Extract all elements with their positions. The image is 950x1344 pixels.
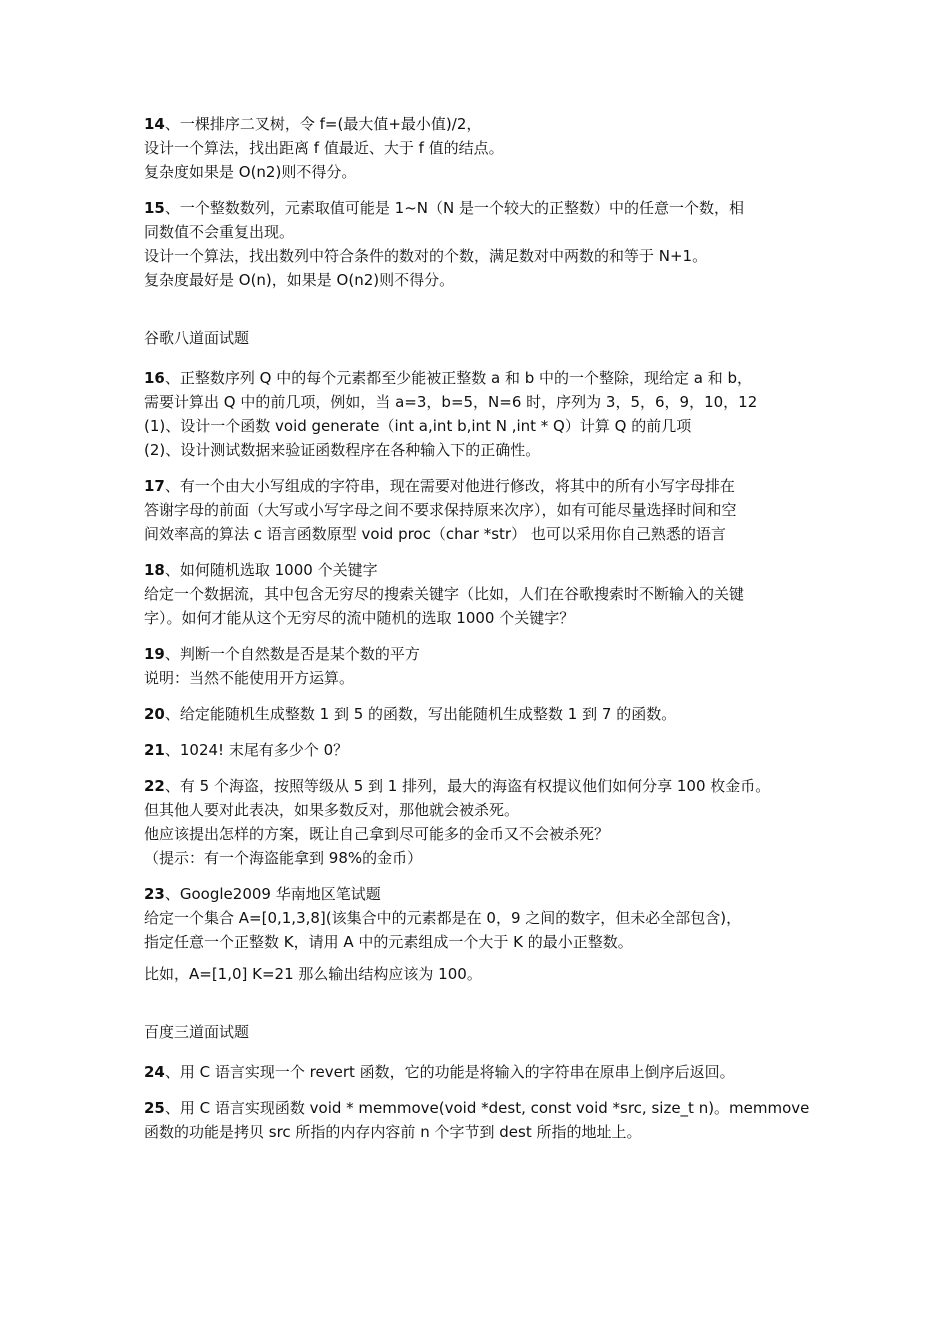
question-number: 24 [144, 1063, 165, 1081]
question-16-line-3: (1)、设计一个函数 void generate（int a,int b,int N ,int * Q）计算 Q 的前几项 [144, 417, 692, 435]
question-number: 19 [144, 645, 165, 663]
question-text: 、如何随机选取 1000 个关键字 [164, 561, 378, 579]
question-17-line-2: 答谢字母的前面（大写或小写字母之间不要求保持原来次序），如有可能尽量选择时间和空 [144, 501, 737, 519]
question-23-line-1 [144, 882, 824, 906]
question-17 [144, 474, 824, 546]
question-20-line-1 [144, 702, 824, 726]
question-text: 、Google2009 华南地区笔试题 [164, 885, 381, 903]
question-number: 17 [144, 477, 165, 495]
question-number: 25 [144, 1099, 165, 1117]
question-18-line-3: 字）。如何才能从这个无穷尽的流中随机的选取 1000 个关键字？ [144, 609, 575, 627]
question-text: 、一个整数数列，元素取值可能是 1~N（N 是一个较大的正整数）中的任意一个数，相 [164, 199, 744, 217]
question-25 [144, 1096, 824, 1144]
question-19-line-1 [144, 642, 824, 666]
question-20 [144, 702, 824, 726]
question-number: 16 [144, 369, 165, 387]
question-text: 、有 5 个海盗，按照等级从 5 到 1 排列，最大的海盗有权提议他们如何分享 100 枚金币。 [164, 777, 771, 795]
question-14-line-3: 复杂度如果是 O(n2)则不得分。 [144, 163, 357, 181]
question-23-line-2: 给定一个集合 A=[0,1,3,8](该集合中的元素都是在 0，9 之间的数字，但未必全部包含)， [144, 909, 742, 927]
question-19-line-2: 说明：当然不能使用开方运算。 [144, 669, 355, 687]
question-24 [144, 1060, 824, 1084]
document-page [144, 112, 824, 1156]
question-number: 18 [144, 561, 165, 579]
question-text: 、一棵排序二叉树，令 f=(最大值+最小值)/2， [164, 115, 482, 133]
question-14-line-2: 设计一个算法，找出距离 f 值最近、大于 f 值的结点。 [144, 139, 504, 157]
question-text: 、1024! 末尾有多少个 0？ [164, 741, 349, 759]
question-22-line-4: （提示：有一个海盗能拿到 98%的金币） [144, 849, 423, 867]
question-16-line-2: 需要计算出 Q 中的前几项，例如，当 a=3，b=5，N=6 时，序列为 3，5，6，9，10，12 [144, 393, 758, 411]
question-22-line-1 [144, 774, 824, 798]
question-17-line-3: 间效率高的算法 c 语言函数原型 void proc（char *str） 也可以采用你自己熟悉的语言 [144, 525, 726, 543]
question-14-line-1 [144, 112, 824, 136]
question-22-line-2: 但其他人要对此表决，如果多数反对，那他就会被杀死。 [144, 801, 520, 819]
question-text: 、有一个由大小写组成的字符串，现在需要对他进行修改，将其中的所有小写字母排在 [164, 477, 735, 495]
question-number: 20 [144, 705, 165, 723]
section-heading-google: 谷歌八道面试题 [144, 329, 250, 347]
question-23-line-3: 指定任意一个正整数 K，请用 A 中的元素组成一个大于 K 的最小正整数。 [144, 933, 633, 951]
question-number: 23 [144, 885, 165, 903]
question-text: 、用 C 语言实现一个 revert 函数，它的功能是将输入的字符串在原串上倒序后返回。 [164, 1063, 735, 1081]
question-16-line-4: (2)、设计测试数据来验证函数程序在各种输入下的正确性。 [144, 441, 541, 459]
spacer [144, 954, 824, 962]
question-18 [144, 558, 824, 630]
question-23-line-4: 比如，A=[1,0] K=21 那么输出结构应该为 100。 [144, 965, 482, 983]
question-number: 14 [144, 115, 165, 133]
question-16 [144, 366, 824, 462]
question-text: 、给定能随机生成整数 1 到 5 的函数，写出能随机生成整数 1 到 7 的函数。 [164, 705, 677, 723]
question-15-line-3: 设计一个算法，找出数列中符合条件的数对的个数，满足数对中两数的和等于 N+1。 [144, 247, 708, 265]
question-15-line-4: 复杂度最好是 O(n)，如果是 O(n2)则不得分。 [144, 271, 455, 289]
question-number: 22 [144, 777, 165, 795]
question-18-line-1 [144, 558, 824, 582]
question-24-line-1 [144, 1060, 824, 1084]
question-number: 21 [144, 741, 165, 759]
section-heading-baidu: 百度三道面试题 [144, 1023, 250, 1041]
question-23 [144, 882, 824, 986]
question-22 [144, 774, 824, 870]
question-19 [144, 642, 824, 690]
question-17-line-1 [144, 474, 824, 498]
question-15-line-2: 同数值不会重复出现。 [144, 223, 295, 241]
question-25-line-2: 函数的功能是拷贝 src 所指的内存内容前 n 个字节到 dest 所指的地址上。 [144, 1123, 642, 1141]
question-25-line-1 [144, 1096, 824, 1120]
question-text: 、用 C 语言实现函数 void * memmove(void *dest, const void *src, size_t n)。memmove [164, 1099, 810, 1117]
question-text: 、判断一个自然数是否是某个数的平方 [164, 645, 420, 663]
question-text: 、正整数序列 Q 中的每个元素都至少能被正整数 a 和 b 中的一个整除，现给定 a 和 b， [164, 369, 753, 387]
question-15-line-1 [144, 196, 824, 220]
question-21 [144, 738, 824, 762]
question-21-line-1 [144, 738, 824, 762]
question-15 [144, 196, 824, 292]
question-14 [144, 112, 824, 184]
question-22-line-3: 他应该提出怎样的方案，既让自己拿到尽可能多的金币又不会被杀死？ [144, 825, 610, 843]
question-16-line-1 [144, 366, 824, 390]
question-18-line-2: 给定一个数据流，其中包含无穷尽的搜索关键字（比如，人们在谷歌搜索时不断输入的关键 [144, 585, 745, 603]
question-number: 15 [144, 199, 165, 217]
